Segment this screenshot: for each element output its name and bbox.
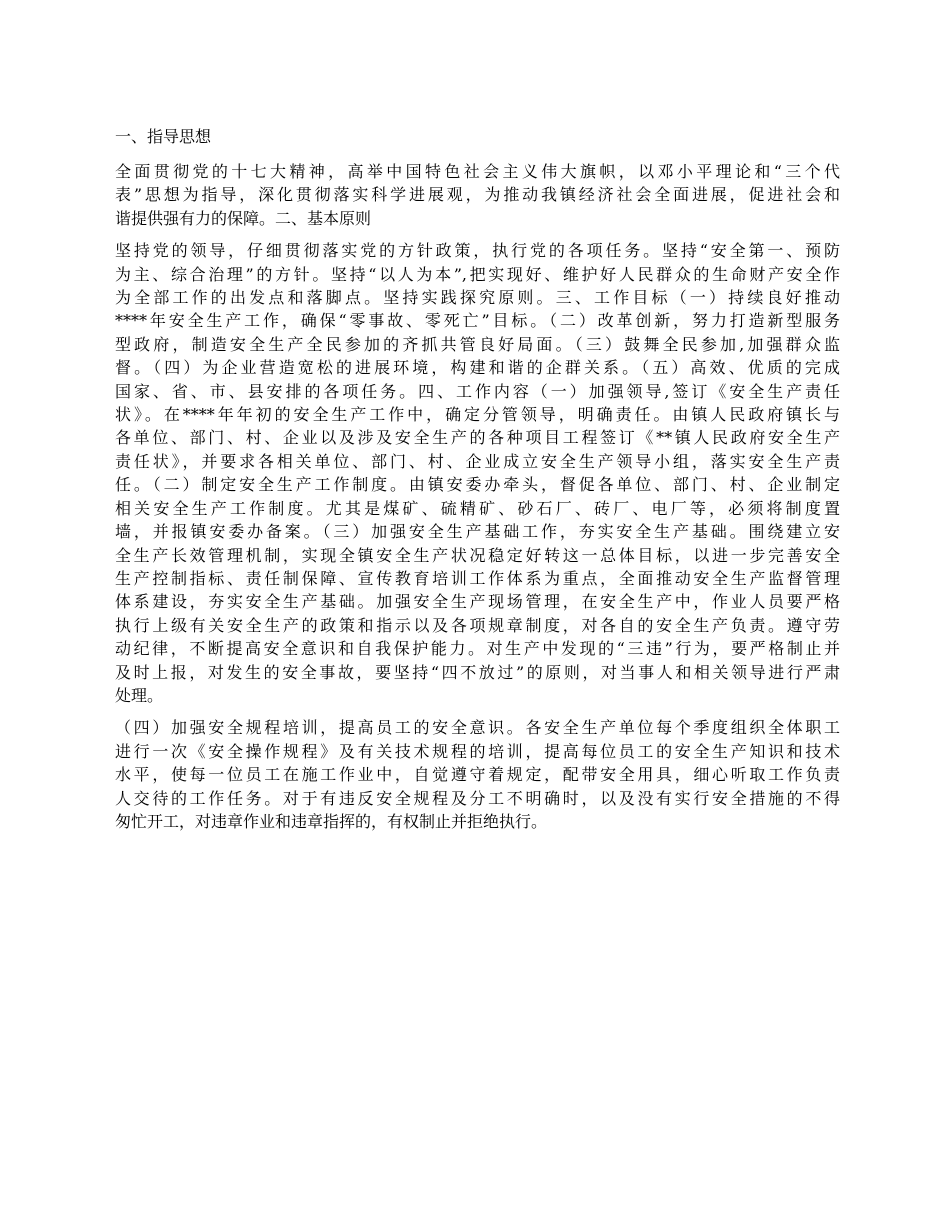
text-line: 国家、省、市、县安排的各项任务。四、工作内容（一）加强领导,签订《安全生产责任: [115, 381, 840, 401]
text-line: 墙，并报镇安委办备案。（三）加强安全生产基础工作，夯实安全生产基础。围绕建立安: [115, 522, 840, 542]
text-line: 处理。: [115, 685, 164, 705]
text-line: 全生产长效管理机制，实现全镇安全生产状况稳定好转这一总体目标，以进一步完善安全: [115, 545, 840, 565]
text-line: 体系建设，夯实安全生产基础。加强安全生产现场管理，在安全生产中，作业人员要严格: [115, 592, 840, 612]
paragraph: [115, 160, 840, 230]
text-line: 坚持党的领导，仔细贯彻落实党的方针政策，执行党的各项任务。坚持“安全第一、预防: [115, 241, 840, 261]
text-line: 型政府，制造安全生产全民参加的齐抓共管良好局面。（三）鼓舞全民参加,加强群众监: [115, 334, 840, 354]
text-line: 谐提供强有力的保障。二、基本原则: [115, 208, 372, 228]
text-line: ****年安全生产工作，确保“零事故、零死亡”目标。（二）改革创新，努力打造新型服务: [115, 311, 840, 331]
text-line: 动纪律，不断提高安全意识和自我保护能力。对生产中发现的“三违”行为，要严格制止并: [115, 639, 840, 659]
text-line: 生产控制指标、责任制保障、宣传教育培训工作体系为重点，全面推动安全生产监督管理: [115, 568, 840, 588]
text-line: 督。（四）为企业营造宽松的进展环境，构建和谐的企群关系。（五）高效、优质的完成: [115, 358, 840, 378]
text-line: 为全部工作的出发点和落脚点。坚持实践探究原则。三、工作目标（一）持续良好推动: [115, 288, 840, 308]
document-page: [115, 124, 840, 842]
text-line: 任。（二）制定安全生产工作制度。由镇安委办牵头，督促各单位、部门、村、企业制定: [115, 475, 840, 495]
text-line: 责任状》，并要求各相关单位、部门、村、企业成立安全生产领导小组，落实安全生产责: [115, 451, 840, 471]
text-line: 为主、综合治理”的方针。坚持“以人为本”,把实现好、维护好人民群众的生命财产安全作: [115, 264, 840, 284]
section-heading: 一、指导思想: [115, 127, 212, 146]
text-line: 相关安全生产工作制度。尤其是煤矿、硫精矿、砂石厂、砖厂、电厂等，必须将制度置: [115, 498, 840, 518]
text-line: 各单位、部门、村、企业以及涉及安全生产的各种项目工程签订《**镇人民政府安全生产: [115, 428, 840, 448]
text-line: 执行上级有关安全生产的政策和指示以及各项规章制度，对各自的安全生产负责。遵守劳: [115, 615, 840, 635]
paragraph: [115, 716, 840, 833]
document-body: [115, 160, 840, 833]
text-line: 进行一次《安全操作规程》及有关技术规程的培训，提高每位员工的安全生产知识和技术: [115, 741, 840, 761]
text-line: 人交待的工作任务。对于有违反安全规程及分工不明确时，以及没有实行安全措施的不得: [115, 788, 840, 808]
text-line: （四）加强安全规程培训，提高员工的安全意识。各安全生产单位每个季度组织全体职工: [115, 718, 840, 738]
text-line: 水平，使每一位员工在施工作业中，自觉遵守着规定，配带安全用具，细心听取工作负责: [115, 765, 840, 785]
paragraph: [115, 239, 840, 707]
text-line: 匆忙开工，对违章作业和违章指挥的，有权制止并拒绝执行。: [115, 811, 548, 831]
text-line: 状》。在****年年初的安全生产工作中，确定分管领导，明确责任。由镇人民政府镇长与: [115, 405, 840, 425]
text-line: 及时上报，对发生的安全事故，要坚持“四不放过”的原则，对当事人和相关领导进行严肃: [115, 662, 840, 682]
text-line: 表”思想为指导，深化贯彻落实科学进展观，为推动我镇经济社会全面进展，促进社会和: [115, 185, 840, 205]
text-line: 全面贯彻党的十七大精神，高举中国特色社会主义伟大旗帜，以邓小平理论和“三个代: [115, 162, 840, 181]
